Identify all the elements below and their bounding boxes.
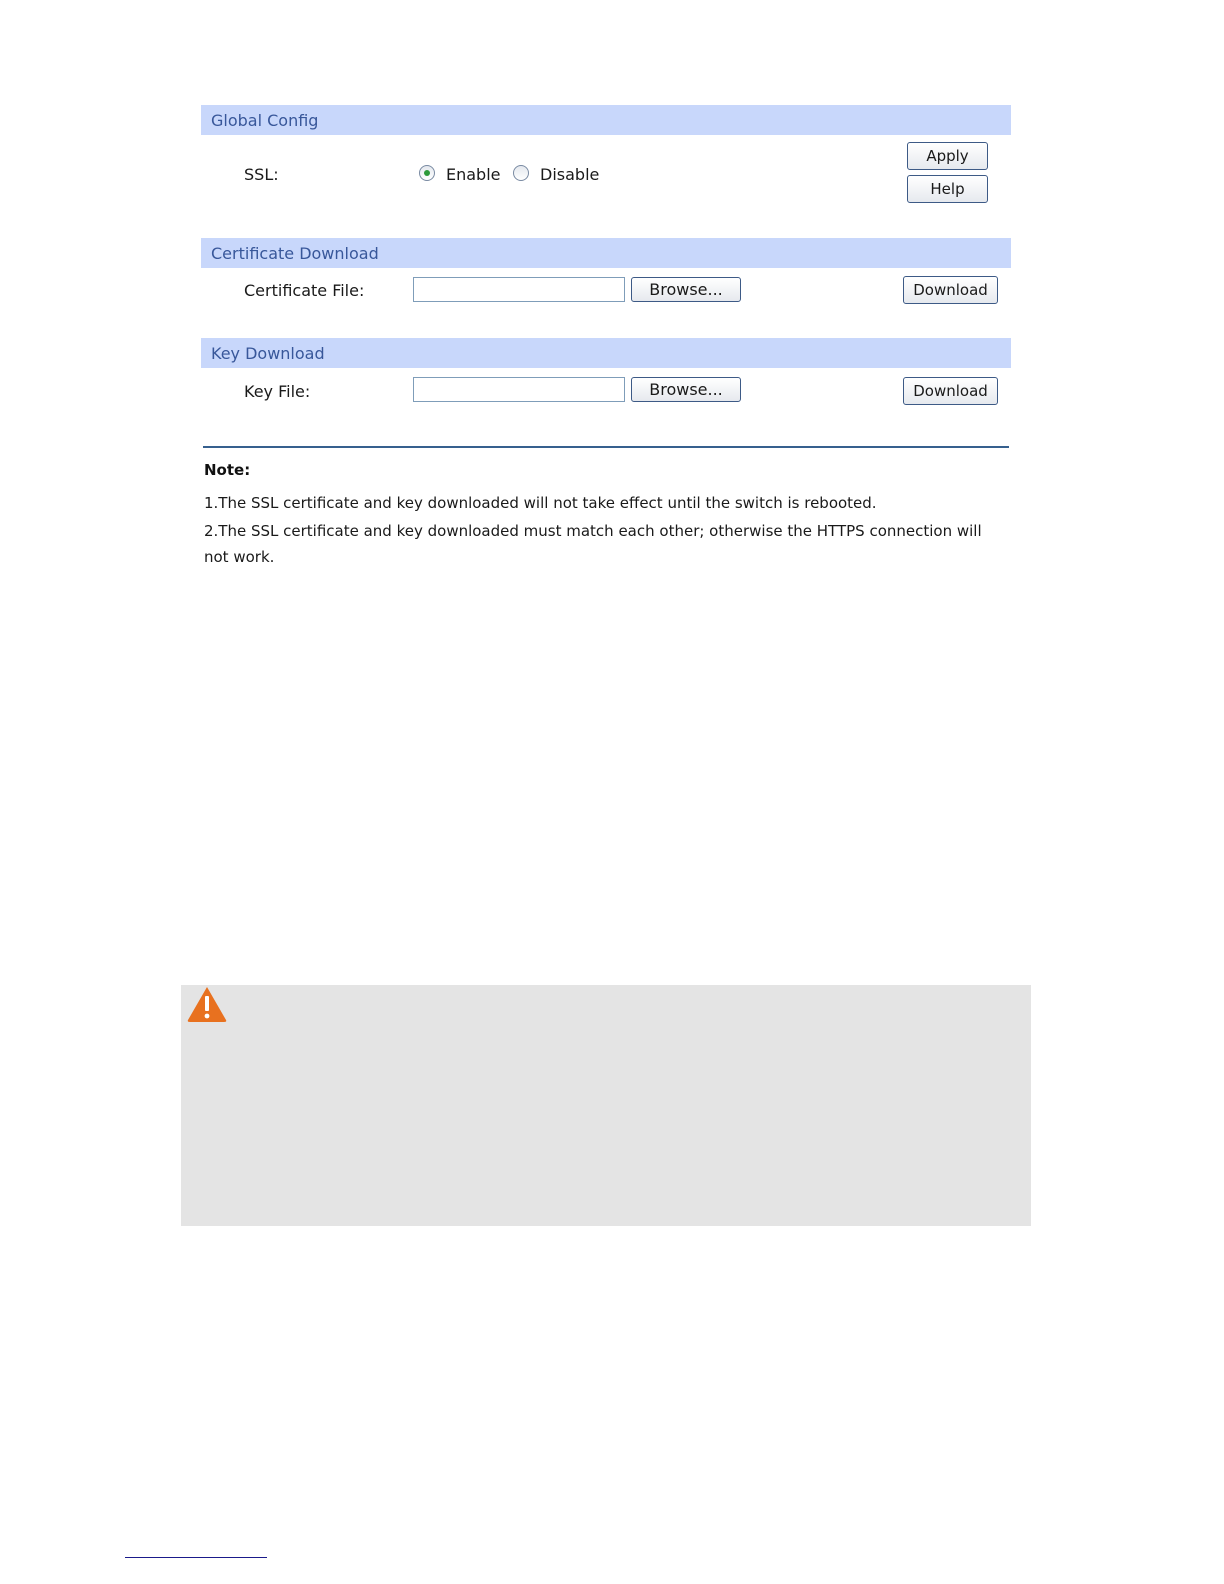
certificate-download-header bbox=[201, 238, 1011, 268]
key-download-title: Key Download bbox=[211, 344, 325, 363]
key-browse-button[interactable]: Browse... bbox=[631, 377, 741, 402]
global-config-title: Global Config bbox=[211, 111, 319, 130]
key-download-header bbox=[201, 338, 1011, 368]
key-download-button[interactable]: Download bbox=[903, 377, 998, 405]
certificate-download-button[interactable]: Download bbox=[903, 276, 998, 304]
certificate-file-input[interactable] bbox=[413, 277, 625, 302]
note-line-1: 1.The SSL certificate and key downloaded will not take effect until the switch is rebooted. bbox=[204, 494, 877, 512]
ssl-enable-radio[interactable] bbox=[419, 165, 435, 181]
ssl-disable-radio[interactable] bbox=[513, 165, 529, 181]
apply-button[interactable]: Apply bbox=[907, 142, 988, 170]
note-title: Note: bbox=[204, 461, 251, 479]
ssl-label: SSL: bbox=[244, 165, 279, 184]
help-button[interactable]: Help bbox=[907, 175, 988, 203]
certificate-browse-button[interactable]: Browse... bbox=[631, 277, 741, 302]
certificate-download-title: Certificate Download bbox=[211, 244, 379, 263]
warning-box bbox=[181, 985, 1031, 1226]
key-file-input[interactable] bbox=[413, 377, 625, 402]
key-file-label: Key File: bbox=[244, 382, 311, 401]
certificate-file-label: Certificate File: bbox=[244, 281, 365, 300]
ssl-enable-label[interactable]: Enable bbox=[446, 165, 501, 184]
ssl-disable-label[interactable]: Disable bbox=[540, 165, 600, 184]
note-line-2: 2.The SSL certificate and key downloaded must match each other; otherwise the HTTPS connection will not work. bbox=[204, 522, 982, 566]
warning-icon bbox=[186, 985, 228, 1023]
note-divider bbox=[203, 446, 1009, 448]
footnote-separator bbox=[125, 1557, 267, 1558]
global-config-header bbox=[201, 105, 1011, 135]
